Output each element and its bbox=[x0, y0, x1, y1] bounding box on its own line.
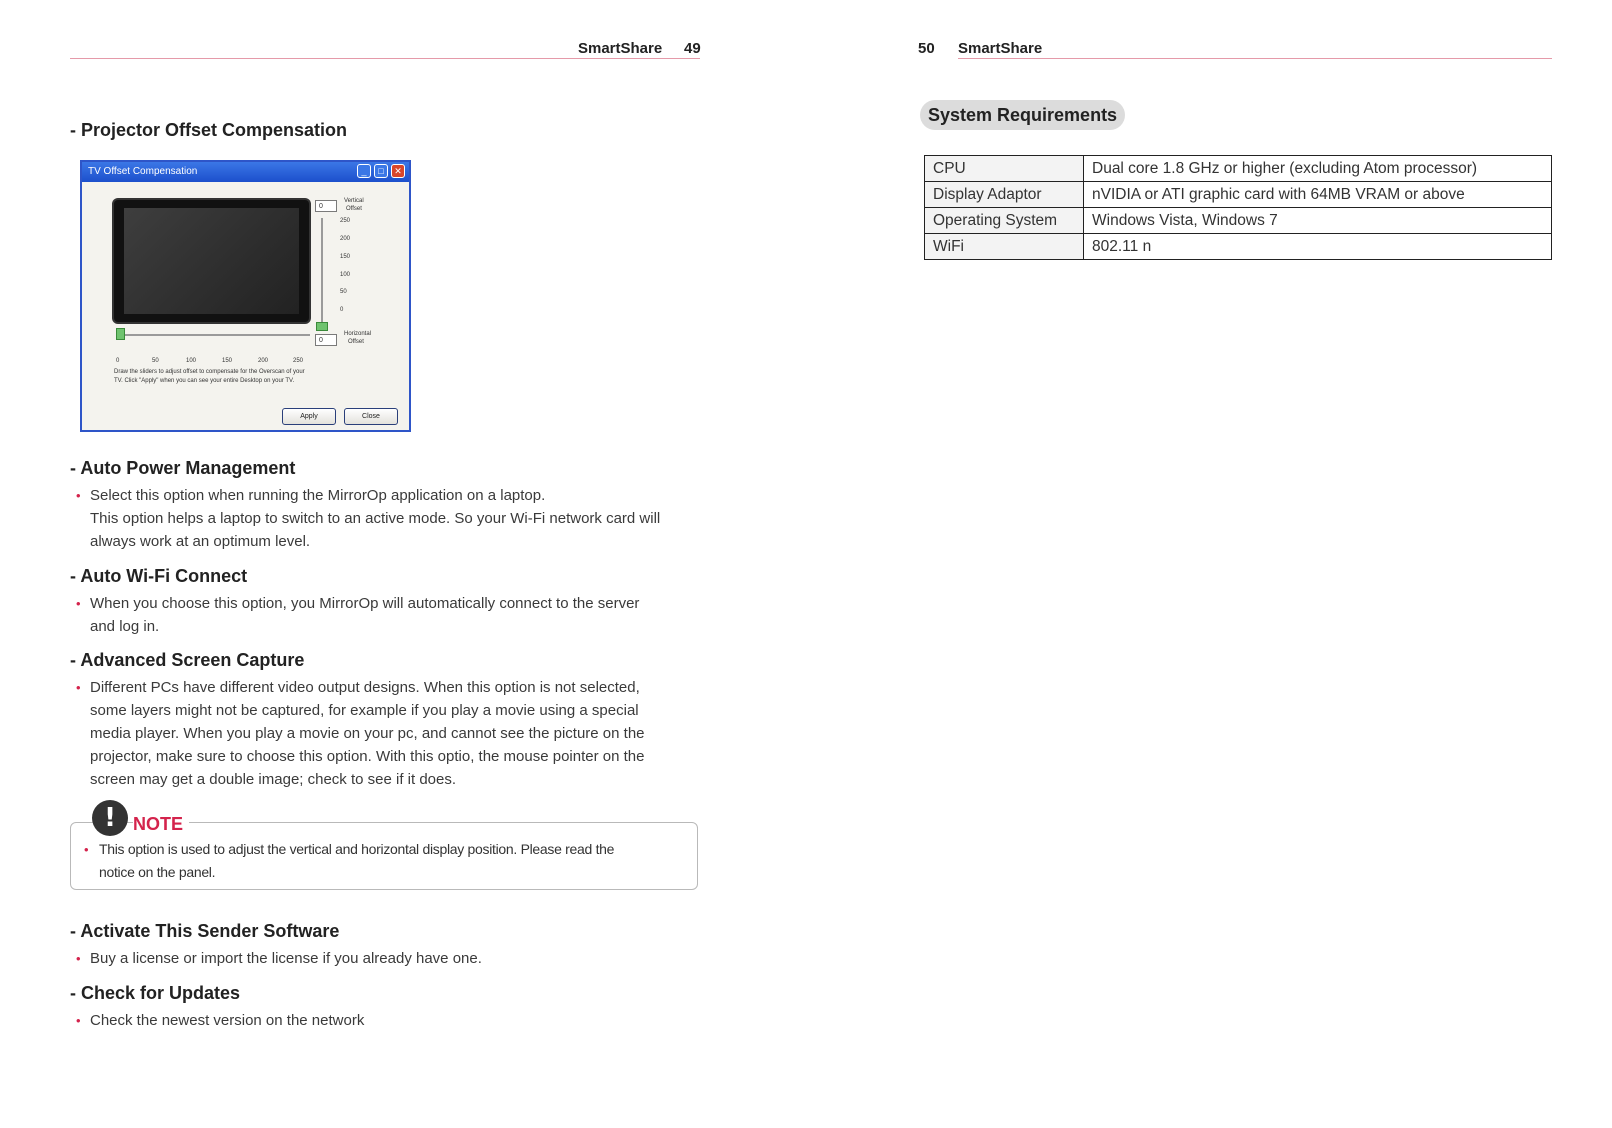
section-heading-activate: - Activate This Sender Software bbox=[70, 921, 340, 941]
text-line: screen may get a double image; check to see if it does. bbox=[90, 771, 457, 788]
exclamation-icon: ! bbox=[92, 800, 128, 836]
text-line: projector, make sure to choose this option. With this optio, the mouse pointer on the bbox=[90, 748, 645, 765]
bullet-icon: • bbox=[76, 596, 81, 611]
close-button[interactable]: Close bbox=[344, 408, 398, 425]
close-icon[interactable]: ✕ bbox=[391, 164, 405, 178]
page-number: 49 bbox=[684, 40, 701, 57]
dialog-description bbox=[114, 368, 394, 386]
text-line: Check the newest version on the network bbox=[90, 1012, 365, 1029]
text-line: always work at an optimum level. bbox=[90, 533, 311, 550]
text-line: Different PCs have different video output designs. When this option is not selected, bbox=[90, 679, 640, 696]
dialog-body bbox=[82, 182, 409, 430]
text-line: This option is used to adjust the vertical and horizontal display position. Please read the bbox=[99, 841, 615, 857]
horizontal-slider-track[interactable] bbox=[120, 334, 310, 336]
note-label: NOTE bbox=[133, 814, 189, 835]
horizontal-offset-input[interactable]: 0 bbox=[315, 334, 337, 346]
v-tick: 150 bbox=[340, 254, 351, 260]
v-tick: 250 bbox=[340, 218, 351, 224]
vertical-slider-track[interactable] bbox=[321, 218, 323, 326]
auto-power-text bbox=[76, 484, 710, 553]
tv-offset-dialog bbox=[80, 160, 411, 432]
header-rule bbox=[958, 58, 1552, 59]
table-key: CPU bbox=[925, 156, 1084, 182]
dialog-desc-line: Draw the sliders to adjust offset to compensate for the Overscan of your bbox=[114, 369, 305, 375]
text-line: Select this option when running the MirrorOp application on a laptop. bbox=[90, 487, 546, 504]
horizontal-slider-handle[interactable] bbox=[116, 328, 125, 340]
system-requirements-table bbox=[924, 155, 1552, 260]
table-value: nVIDIA or ATI graphic card with 64MB VRAM or above bbox=[1084, 182, 1552, 208]
header-title: SmartShare bbox=[578, 40, 663, 57]
text-line: When you choose this option, you MirrorOp will automatically connect to the server bbox=[90, 595, 640, 612]
dialog-desc-line: TV. Click "Apply" when you can see your entire Desktop on your TV. bbox=[114, 378, 295, 384]
auto-wifi-text bbox=[76, 592, 710, 638]
table-value: Windows Vista, Windows 7 bbox=[1084, 208, 1552, 234]
dialog-titlebar bbox=[82, 162, 409, 182]
h-tick: 100 bbox=[186, 358, 197, 364]
vertical-offset-input[interactable]: 0 bbox=[315, 200, 337, 212]
h-tick: 250 bbox=[293, 358, 304, 364]
section-heading-auto-wifi: - Auto Wi-Fi Connect bbox=[70, 566, 248, 586]
apply-button[interactable]: Apply bbox=[282, 408, 336, 425]
section-heading-advanced-capture: - Advanced Screen Capture bbox=[70, 650, 305, 670]
bullet-icon: • bbox=[76, 1013, 81, 1028]
text-line: some layers might not be captured, for example if you play a movie using a special bbox=[90, 702, 639, 719]
h-tick: 200 bbox=[258, 358, 269, 364]
vertical-offset-label-2: Offset bbox=[346, 206, 362, 212]
v-tick: 0 bbox=[340, 307, 344, 313]
header-title: SmartShare bbox=[958, 40, 1043, 57]
h-tick: 50 bbox=[152, 358, 159, 364]
table-row bbox=[925, 208, 1552, 234]
advanced-capture-text bbox=[76, 676, 710, 791]
table-row bbox=[925, 182, 1552, 208]
section-heading-updates: - Check for Updates bbox=[70, 983, 241, 1003]
table-key: Display Adaptor bbox=[925, 182, 1084, 208]
v-tick: 50 bbox=[340, 289, 347, 295]
maximize-icon[interactable]: □ bbox=[374, 164, 388, 178]
section-heading-auto-power: - Auto Power Management bbox=[70, 458, 296, 478]
horizontal-offset-label-1: Horizontal bbox=[344, 331, 372, 337]
bullet-icon: • bbox=[76, 951, 81, 966]
table-row bbox=[925, 156, 1552, 182]
table-key: Operating System bbox=[925, 208, 1084, 234]
h-tick: 150 bbox=[222, 358, 233, 364]
activate-text bbox=[76, 947, 710, 970]
minimize-icon[interactable]: _ bbox=[357, 164, 371, 178]
table-value: Dual core 1.8 GHz or higher (excluding Atom processor) bbox=[1084, 156, 1552, 182]
bullet-icon: • bbox=[76, 488, 81, 503]
bullet-icon: • bbox=[84, 842, 89, 857]
note-text bbox=[84, 838, 684, 884]
updates-text bbox=[76, 1009, 710, 1032]
vertical-slider-handle[interactable] bbox=[316, 322, 328, 331]
table-row bbox=[925, 234, 1552, 260]
tv-screen-preview bbox=[114, 200, 309, 322]
right-page bbox=[806, 0, 1612, 1128]
bullet-icon: • bbox=[76, 680, 81, 695]
dialog-title: TV Offset Compensation bbox=[88, 166, 198, 177]
table-value: 802.11 n bbox=[1084, 234, 1552, 260]
v-tick: 100 bbox=[340, 272, 351, 278]
h-tick: 0 bbox=[116, 358, 120, 364]
text-line: and log in. bbox=[90, 618, 160, 635]
vertical-offset-label-1: Vertical bbox=[344, 198, 364, 204]
text-line: Buy a license or import the license if you already have one. bbox=[90, 950, 482, 967]
section-heading-projector: - Projector Offset Compensation bbox=[70, 120, 348, 140]
section-title: System Requirements bbox=[920, 100, 1125, 130]
table-key: WiFi bbox=[925, 234, 1084, 260]
page-number: 50 bbox=[918, 40, 935, 57]
horizontal-offset-label-2: Offset bbox=[348, 339, 364, 345]
text-line: media player. When you play a movie on your pc, and cannot see the picture on the bbox=[90, 725, 645, 742]
text-line: This option helps a laptop to switch to an active mode. So your Wi-Fi network card will bbox=[90, 510, 661, 527]
text-line: notice on the panel. bbox=[99, 864, 216, 880]
v-tick: 200 bbox=[340, 236, 351, 242]
header-rule bbox=[70, 58, 700, 59]
